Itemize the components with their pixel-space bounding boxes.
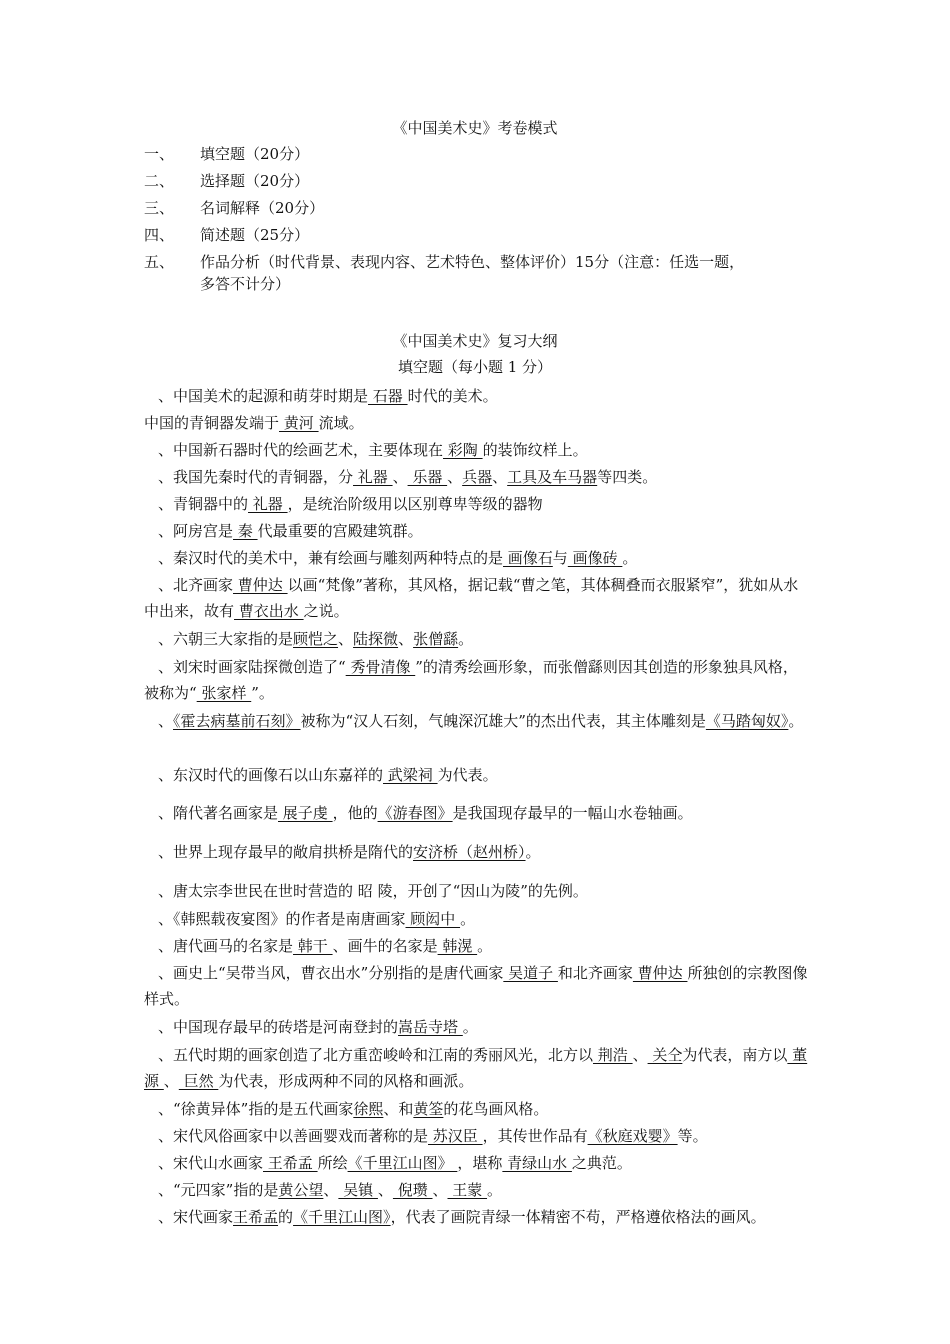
question-text: ，堪称 [457, 1154, 503, 1172]
question-text: 、宋代风俗画家中以善画婴戏而著称的是 [158, 1127, 429, 1145]
question-item [144, 839, 810, 865]
question-text: 、宋代山水画家 [158, 1154, 264, 1172]
question-text: 被称为“汉人石刻，气魄深沉雄大”的杰出代表，其主体雕刻是 [300, 712, 706, 730]
question-text: 、阿房宫是 [158, 522, 234, 540]
question-text: 、东汉时代的画像石以山东嘉祥的 [158, 766, 384, 784]
answer-blank: 乐器 [407, 468, 448, 486]
answer-blank: 吴镇 [338, 1181, 378, 1199]
question-text: 。 [460, 910, 476, 928]
question-text: 。 [477, 937, 493, 955]
question-text: 与 [552, 549, 568, 567]
answer-blank: 苏汉臣 [428, 1127, 483, 1145]
answer-blank: 秀骨清像 [345, 658, 416, 676]
question-text: 为代表。 [437, 766, 498, 784]
question-text: 为代表，南方以 [682, 1046, 788, 1064]
section-number: 二、 [144, 172, 175, 190]
question-item [144, 800, 810, 826]
question-text: ”。 [251, 684, 274, 702]
answer-blank: 《秋庭戏婴》 [587, 1127, 678, 1145]
question-text: ”的清秀绘画形象，而张僧繇则因其创造的形象独具风格，被称为“ [144, 658, 798, 702]
question-text: 、隋代著名画家是 [158, 804, 279, 822]
answer-blank: 张僧繇 [413, 630, 459, 648]
question-text: 、我国先秦时代的青铜器，分 [158, 468, 354, 486]
question-text: 的花鸟画风格。 [443, 1100, 549, 1118]
answer-blank: 兵器 [462, 468, 493, 486]
question-text: 、 [398, 630, 414, 648]
question-text: 、北齐画家 [158, 576, 234, 594]
question-text: 、六朝三大家指的是 [158, 630, 294, 648]
answer-blank: 青绿山水 [502, 1154, 572, 1172]
question-item [144, 906, 810, 932]
section-text: 简述题（25分） [200, 226, 310, 244]
question-item [144, 437, 810, 463]
question-text: 和北齐画家 [557, 964, 633, 982]
question-item [144, 491, 810, 517]
question-text: ，是统治阶级用以区别尊卑等级的器物 [287, 495, 543, 513]
answer-blank: 嵩岳寺塔 [398, 1018, 463, 1036]
answer-blank: 曹衣出水 [234, 602, 304, 620]
question-text: 是我国现存最早的一幅山水卷轴画。 [452, 804, 693, 822]
outline-subtitle: 填空题（每小题 1 分） [397, 358, 553, 376]
section-number: 三、 [144, 199, 175, 217]
section-text: 名词解释（20分） [200, 199, 325, 217]
question-text: 所独创的宗教图像样式。 [144, 964, 808, 1008]
question-text: 之说。 [303, 602, 349, 620]
question-text: 、 [492, 468, 508, 486]
answer-blank: 吴道子 [503, 964, 558, 982]
question-text: 昭 [357, 882, 373, 900]
answer-blank: 倪瓒 [392, 1181, 433, 1199]
section-number: 一、 [144, 145, 175, 163]
answer-blank: 石器 [368, 387, 408, 405]
question-text: 、 [338, 630, 354, 648]
question-text: 、宋代画家 [158, 1208, 234, 1226]
answer-blank: 荆浩 [593, 1046, 633, 1064]
question-item [144, 518, 810, 544]
question-text: ，他的 [332, 804, 378, 822]
answer-blank: 董源 [144, 1046, 808, 1090]
question-text: 、中国现存最早的砖塔是河南登封的 [158, 1018, 399, 1036]
section-text: 填空题（20分） [200, 145, 310, 163]
question-text: ，其传世作品有 [482, 1127, 588, 1145]
answer-blank: 礼器 [353, 468, 393, 486]
outline-title: 《中国美术史》复习大纲 [392, 332, 558, 350]
answer-blank: 王蒙 [447, 1181, 488, 1199]
answer-blank: 顾恺之 [293, 630, 339, 648]
question-item [144, 762, 810, 788]
question-text: 、 [163, 1072, 179, 1090]
question-text: 、 [392, 468, 408, 486]
section-1 [144, 143, 824, 165]
question-item [144, 464, 810, 490]
question-item [144, 933, 810, 959]
question-text: 陵，开创了“因山为陵”的先例。 [372, 882, 588, 900]
question-text: 、五代时期的画家创造了北方重峦峻岭和江南的秀丽风光，北方以 [158, 1046, 594, 1064]
answer-blank: 张家样 [196, 684, 252, 702]
question-text: 的 [278, 1208, 294, 1226]
question-text: 。 [622, 549, 638, 567]
question-text: 。 [788, 712, 804, 730]
question-text: 。 [458, 630, 474, 648]
question-item [144, 708, 810, 734]
question-text: 、中国新石器时代的绘画艺术，主要体现在 [158, 441, 444, 459]
question-text: 、刘宋时画家陆探微创造了“ [158, 658, 346, 676]
section-number: 四、 [144, 226, 175, 244]
answer-blank: 黄河 [279, 414, 319, 432]
question-text: 、唐太宗李世民在世时营造的 [158, 882, 358, 900]
question-text: 、 [377, 1181, 393, 1199]
question-text: 、 [447, 468, 463, 486]
question-item [144, 383, 810, 409]
answer-blank: 安济桥（赵州桥） [413, 843, 526, 861]
question-text: 、世界上现存最早的敞肩拱桥是隋代的 [158, 843, 414, 861]
question-text: 、 [632, 1046, 648, 1064]
question-text: 、中国美术的起源和萌芽时期是 [158, 387, 369, 405]
answer-blank: 礼器 [248, 495, 288, 513]
answer-blank: 黄筌 [413, 1100, 444, 1118]
question-item [144, 960, 810, 1012]
answer-blank: 武梁祠 [383, 766, 438, 784]
question-text: 、青铜器中的 [158, 495, 249, 513]
question-text: 所绘 [317, 1154, 348, 1172]
question-text: 、“徐黄异体”指的是五代画家 [158, 1100, 354, 1118]
answer-blank: 黄公望 [278, 1181, 324, 1199]
answer-blank: 《千里江山图》 [293, 1208, 391, 1226]
answer-blank: 秦 [233, 522, 258, 540]
answer-blank: 陆探微 [353, 630, 399, 648]
question-item [144, 572, 810, 624]
answer-blank: 彩陶 [443, 441, 483, 459]
question-item [144, 654, 810, 706]
answer-blank: 曹仲达 [632, 964, 688, 982]
question-text: 、和 [383, 1100, 414, 1118]
section-number: 五、 [144, 253, 175, 271]
question-text: ，代表了画院青绿一体精密不苟，严格遵依格法的画风。 [390, 1208, 766, 1226]
answer-blank: 王希孟 [233, 1208, 279, 1226]
question-item [144, 1150, 810, 1176]
question-text: 时代的美术。 [407, 387, 498, 405]
question-text: 、画史上“吴带当风，曹衣出水”分别指的是唐代画家 [158, 964, 504, 982]
question-item [144, 545, 810, 571]
answer-blank: 《千里江山图》 [347, 1154, 458, 1172]
question-item [144, 626, 810, 652]
question-item [144, 1042, 810, 1094]
question-text: 、 [323, 1181, 339, 1199]
question-item [144, 1204, 810, 1230]
question-item [144, 1096, 810, 1122]
question-text: 、画牛的名家是 [332, 937, 438, 955]
answer-blank: 巨然 [178, 1072, 219, 1090]
question-text: 代最重要的宫殿建筑群。 [257, 522, 423, 540]
answer-blank: 展子虔 [278, 804, 333, 822]
question-text: 、“元四家”指的是 [158, 1181, 279, 1199]
question-text: 、《韩熙载夜宴图》的作者是南唐画家 [158, 910, 406, 928]
question-text: 等四类。 [597, 468, 658, 486]
section-5 [144, 251, 824, 295]
question-text: 、唐代画马的名家是 [158, 937, 294, 955]
section-text: 作品分析（时代背景、表现内容、艺术特色、整体评价）15分（注意：任选一题， [200, 253, 745, 271]
question-text: 之典范。 [571, 1154, 632, 1172]
question-item [144, 1177, 810, 1203]
question-text: 为代表，形成两种不同的风格和画派。 [218, 1072, 474, 1090]
section-text-continued: 多答不计分） [200, 275, 291, 293]
question-text: 中国的青铜器发端于 [144, 414, 280, 432]
answer-blank: 《霍去病墓前石刻》 [173, 712, 301, 730]
question-text: 以画“梵像”著称，其风格，据记载“曹之笔，其体稠叠而衣服紧窄”，犹如从水中出来，故有 [144, 576, 799, 620]
section-3 [144, 197, 824, 219]
answer-blank: 韩干 [293, 937, 333, 955]
answer-blank: 《游春图》 [377, 804, 453, 822]
question-text: 流域。 [318, 414, 364, 432]
question-item [144, 1014, 810, 1040]
question-text: 、秦汉时代的美术中，兼有绘画与雕刻两种特点的是 [158, 549, 504, 567]
answer-blank: 画像石 [503, 549, 553, 567]
answer-blank: 工具及车马器 [507, 468, 598, 486]
answer-blank: 王希孟 [263, 1154, 318, 1172]
section-4 [144, 224, 824, 246]
question-text: 。 [462, 1018, 478, 1036]
answer-blank: 徐熙 [353, 1100, 384, 1118]
answer-blank: 画像砖 [567, 549, 623, 567]
answer-blank: 《马踏匈奴》 [705, 712, 789, 730]
section-text: 选择题（20分） [200, 172, 310, 190]
answer-blank: 关仝 [647, 1046, 683, 1064]
answer-blank: 顾闳中 [405, 910, 461, 928]
question-text: 、 [158, 712, 174, 730]
question-item [144, 878, 810, 904]
answer-blank: 韩滉 [437, 937, 478, 955]
question-text: 。 [487, 1181, 503, 1199]
exam-mode-title: 《中国美术史》考卷模式 [392, 119, 558, 137]
section-2 [144, 170, 824, 192]
question-text: 等。 [677, 1127, 708, 1145]
question-item [144, 1123, 810, 1149]
answer-blank: 曹仲达 [233, 576, 288, 594]
question-text: 。 [525, 843, 541, 861]
question-item [144, 410, 810, 436]
question-text: 的装饰纹样上。 [482, 441, 588, 459]
question-text: 、 [432, 1181, 448, 1199]
